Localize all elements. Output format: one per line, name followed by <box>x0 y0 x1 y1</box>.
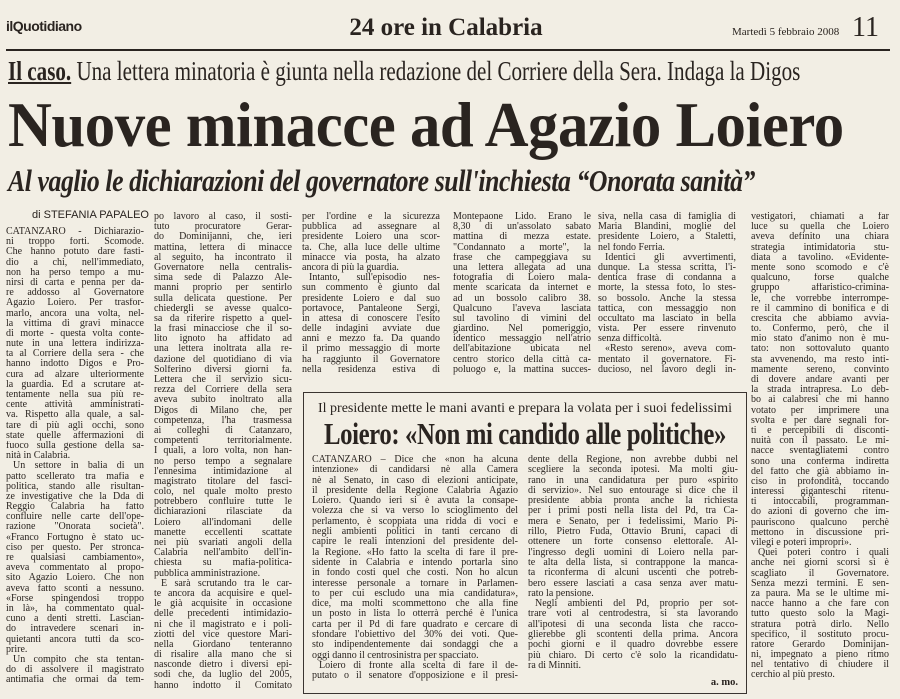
text-line: competenti territorialmente. <box>154 436 292 447</box>
text-line: sodi che, da luglio del 2005, <box>154 670 292 681</box>
text-line: anche nei giorni scorsi si è <box>751 558 889 569</box>
newspaper-masthead: ilQuotidiano <box>6 18 82 34</box>
text-line: senza difficoltà. <box>598 334 662 345</box>
text-line: Solferino diversi giorni fa. <box>154 364 292 375</box>
text-line: rezza del Corriere della sera <box>154 385 292 396</box>
text-line: dazione del quotidiano di via <box>154 354 292 365</box>
text-line: crescita che abbiamo avvia- <box>751 313 889 324</box>
text-line: non ha perso tempo a mu- <box>6 267 144 278</box>
text-line: siva, nella casa di famiglia di <box>598 212 736 222</box>
text-line: E sarà scrutando tra le car- <box>161 578 292 589</box>
text-line: per i primi posti nella lista del Pd, tra Ca- <box>528 506 738 517</box>
text-line: putato o il senatore d'opposizione e il presi- <box>312 671 518 682</box>
text-line: presidente Loiero una scor- <box>302 232 440 243</box>
text-line: l'ingresso degli uomini di Loiero nella par- <box>528 547 738 558</box>
text-line: per l'ordine e la sicurezza <box>302 212 440 222</box>
text-line: Negli ambienti del Pd, proprio per sot- <box>535 599 738 610</box>
text-line: negli ambienti politici in tanti cercano di <box>312 527 518 538</box>
text-line: giardino. Nel pomeriggio, <box>453 324 591 335</box>
text-line: tuto procuratore Gerar- <box>154 222 292 233</box>
text-line: rillo, Pietro Fuda, Ottavio Bruni, capaci di <box>528 527 738 538</box>
text-line: Qualcuno l'aveva lasciata <box>453 303 591 314</box>
text-line: nacce sventagliatemi contro <box>751 446 889 457</box>
article-column-5 <box>598 212 736 375</box>
text-line: ha raggiunto il Governatore <box>302 354 440 365</box>
header-rule <box>6 49 890 51</box>
text-line: di morte - questa volta conte- <box>6 328 144 339</box>
text-line: del fatto che già abbiamo in- <box>751 466 889 477</box>
text-line: do Dominijanni, che, ieri <box>154 232 292 243</box>
sidebar-column-2 <box>528 455 738 671</box>
text-line: scagliato il Governatore. <box>751 568 889 579</box>
issue-date: Martedì 5 febbraio 2008 <box>732 26 840 38</box>
text-line: sidente in Calabria e intendo portarla sino <box>312 557 518 568</box>
text-line: tare di più agli occhi, sono <box>6 420 144 431</box>
text-line: CATANZARO - Dichiarazio- <box>6 227 144 237</box>
text-line: Che hanno potuto dare fasti- <box>6 247 144 258</box>
text-line: rano in una candidatura per puro «spirito <box>528 475 738 486</box>
text-line: magistrato titolare del fasci- <box>154 476 292 487</box>
text-line: aveva subito inoltrato alla <box>154 395 292 406</box>
text-line: Identici gli avvertimenti, <box>605 252 736 263</box>
text-line: la guardia. Ed a scrutare at- <box>6 379 144 390</box>
text-line: cerchio al più presto. <box>751 670 835 681</box>
text-line: presidente abbia pronta anche la richiesta <box>528 496 738 507</box>
article-column-2 <box>154 212 292 691</box>
text-line: nuità con il passato. Le mi- <box>751 436 889 447</box>
text-line: delle indagini avviate due <box>302 324 440 335</box>
text-line: Un compito che sta tentan- <box>13 654 144 665</box>
text-line: to. Confermo, però, che il <box>751 324 889 335</box>
text-line: sulla delicata questione. Per <box>154 293 292 304</box>
text-line: Governatore nella centralis- <box>154 262 292 273</box>
sidebar-signature: a. mo. <box>710 677 738 688</box>
text-line: delle precedenti intimidazio- <box>154 609 292 620</box>
text-line: state quelle affermazioni di <box>6 430 144 441</box>
text-line: dente della Regione, non avrebbe dubbi nel <box>528 455 738 465</box>
text-line: di risalire alla mano che si <box>154 650 292 661</box>
text-line: po lavoro al caso, il sosti- <box>154 212 292 222</box>
text-line: poluogo e, la mattina succes- <box>453 364 591 375</box>
text-line: portavoce, Pantaleone Sergi, <box>302 303 440 314</box>
text-line: mamente sereno, convinto <box>751 364 889 375</box>
text-line: tentamente nella sua più re- <box>6 390 144 400</box>
article-column-6 <box>751 212 889 681</box>
text-line: glierebbe gli scontenti della prima. Ancora <box>528 630 738 641</box>
text-line: confluire nelle carte dell'ope- <box>6 512 144 523</box>
text-line: sono una conferma indiretta <box>751 456 889 467</box>
text-line: ni troppo forti. Scomode. <box>6 237 144 248</box>
text-line: ciso in profondità, toccando <box>751 476 889 487</box>
text-line: dio a chi, nell'immediato, <box>6 257 144 268</box>
text-line: antimafia che ormai da tem- <box>6 675 144 686</box>
text-line: Loiero all'indomani delle <box>154 517 292 528</box>
text-line: te ancora da acquisire e quel- <box>154 588 292 599</box>
text-line: vista. Per essere rinvenuto <box>598 324 736 335</box>
section-title: 24 ore in Calabria <box>349 14 543 41</box>
text-line: patto scellerato tra mafia e <box>6 471 144 482</box>
text-line: hanno indotto Digos e Pro- <box>6 359 144 370</box>
text-line: la Regione. «Ho fatto la scelta di fare il pre- <box>312 547 518 558</box>
text-line: politica, stando alle risultan- <box>6 481 144 492</box>
text-line: sto indipendentemente dai sondaggi che a <box>312 640 518 651</box>
article-subhead: Al vaglio le dichiarazioni del governatore sull'inchiesta “Onorata sanità” <box>8 163 755 198</box>
text-line: nel fondo Ferria. <box>598 242 665 253</box>
text-line: tattica, con messaggio non <box>598 303 736 314</box>
text-line: dichiarazioni rilasciate da <box>154 507 292 518</box>
text-line: all'ipotesi di una seconda lista che racco- <box>528 619 738 630</box>
text-line: manni proprio per sentirlo <box>154 283 292 294</box>
text-line: aveva commentato al propo- <box>6 563 144 574</box>
text-line: bo ai calabresi che mi hanno <box>751 395 889 406</box>
text-line: di servizio». Nel suo entourage si dice che il <box>528 485 738 496</box>
text-line: pauriscono qualcuno perchè <box>751 517 889 528</box>
text-line: ad un bossolo calibro 38. <box>453 293 591 304</box>
text-line: capire le reali intenzioni del presidente del- <box>312 537 518 548</box>
text-line: mente scaricata da internet e <box>453 283 591 294</box>
text-line: interessi giganteschi ritenu- <box>751 487 889 498</box>
text-line: presidente Loiero e dal suo <box>302 293 440 304</box>
text-line: vestigatori, chiamati a far <box>751 212 889 222</box>
text-line: sa da riferire rispetto a quel- <box>154 313 292 324</box>
article-byline: di STEFANIA PAPALEO <box>32 209 149 221</box>
text-line: fotografia di Loiero mala- <box>453 273 591 284</box>
text-line: do intravedere scenari in- <box>6 624 144 635</box>
text-line: dunque. La stessa scritta, l'i- <box>598 262 736 273</box>
text-line: cuno a denti stretti. Lascian- <box>6 614 144 625</box>
text-line: nella residenza estiva di <box>302 364 440 375</box>
text-line: Agazio Loiero. Per trasfor- <box>6 298 144 309</box>
text-line: diata a tavolino. «Evidente- <box>751 252 889 263</box>
text-line: ancora di più la guardia. <box>302 262 399 273</box>
text-line: presidente Loiero, a Staletti, <box>598 232 736 243</box>
text-line: la frasi minacciose che il so- <box>154 324 292 335</box>
text-line: marlo, ancora una volta, nel- <box>6 308 144 319</box>
text-line: le già acquisite in occasione <box>154 599 292 610</box>
text-line: to per cui escludo una mia candidatura», <box>312 588 518 599</box>
text-line: Maria Blandini, moglie del <box>598 222 736 233</box>
article-column-1 <box>6 227 144 685</box>
text-line: Quei poteri contro i quali <box>758 548 889 559</box>
text-line: ta al Corriere della sera - che <box>6 349 144 360</box>
text-line: ni, impegnato a pieno ritmo <box>751 650 889 661</box>
text-line: razione "Onorata società". <box>6 522 144 533</box>
text-line: scegliere la seconda ipotesi. Ma molti giu- <box>528 465 738 476</box>
text-line: so bossolo. Anche la stessa <box>598 293 736 304</box>
text-line: una lettera inoltrata alla re- <box>154 344 292 355</box>
text-line: fuoco sulla gestione della sa- <box>6 440 144 451</box>
text-line: sul tavolino di vimini del <box>453 313 591 324</box>
text-line: Un settore in balia di un <box>13 461 144 472</box>
text-line: in là», ha commentato qual- <box>6 603 144 614</box>
text-line: «Forse spingendosi troppo <box>6 593 144 604</box>
text-line: nel tentativo di chiudere il <box>751 660 889 671</box>
text-line: manette eccellenti scattate <box>154 527 292 538</box>
text-line: chiesta su mafia-politica- <box>154 558 292 569</box>
text-line: strategia intimidatoria stu- <box>751 242 889 253</box>
text-line: ti intoccabili, programman- <box>751 497 889 508</box>
text-line: votato per imprimere una <box>751 405 889 416</box>
text-line: mio stato d'animo non è mu- <box>751 334 889 345</box>
text-line: re addosso al Governatore <box>6 288 144 299</box>
text-line: competenza, l'ha trasmessa <box>154 415 292 426</box>
text-line: ze investigative che la Dda di <box>6 491 144 502</box>
text-line: nei più svariati angoli della <box>154 538 292 548</box>
text-line: occultato ma lasciato in bella <box>598 313 736 324</box>
text-line: sun commento è giunto dal <box>302 283 440 294</box>
text-line: mattina, lettera di minacce <box>154 242 292 253</box>
text-line: mente sono scomodo e c'è <box>751 262 889 273</box>
text-line: CATANZARO – Dice che «non ha alcuna <box>312 455 518 465</box>
text-line: cente attività amministrati- <box>6 400 144 411</box>
text-line: "Condannato a morte", la <box>453 242 591 253</box>
text-line: mentato il governatore. Fi- <box>598 354 736 365</box>
sidebar-title: Loiero: «Non mi candido alle politiche» <box>323 416 727 451</box>
text-line: tato: non sottovaluto quanto <box>751 344 889 355</box>
text-line: pubblica amministrazione. <box>154 568 261 579</box>
text-line: in fondo costi quel che costi. Non ho alcun <box>312 568 518 579</box>
text-line: mera e Senato, per i fedelissimi, Mario Pi- <box>528 516 738 527</box>
text-line: hanno indotto il Comitato <box>154 680 292 691</box>
article-headline: Nuove minacce ad Agazio Loiero <box>8 89 844 160</box>
text-line: gruppo affaristico-crimina- <box>751 283 889 294</box>
text-line: morte, la stessa foto, lo stes- <box>598 283 736 294</box>
text-line: specifico, il sostituto procu- <box>751 629 889 640</box>
text-line: do azioni di governo che im- <box>751 507 889 518</box>
text-line: lito ignoto ha affidato ad <box>154 334 292 345</box>
text-line: carta per il Pd di fare quadrato e cercare di <box>312 619 518 630</box>
text-line: vilegi e poteri impropri». <box>751 538 852 548</box>
text-line: Lettera che il servizio sicu- <box>154 375 292 385</box>
text-line: Loiero. Quando ieri si è avuta la consape- <box>312 496 518 507</box>
text-line: aveva definito una chiara <box>751 232 889 243</box>
text-line: ziotti del vice questore Mari- <box>154 629 292 640</box>
text-line: ottenere un forte consenso elettorale. Al- <box>528 537 738 548</box>
text-line: 8,30 di un'assolato sabato <box>453 222 591 233</box>
text-line: re qualsiasi cambiamento», <box>6 553 144 563</box>
sidebar-column-1 <box>312 455 518 682</box>
text-line: Intanto, sull'episodio nes- <box>309 273 440 284</box>
text-line: rato la pensione. <box>528 588 594 599</box>
text-line: Reggio Calabria ha fatto <box>6 502 144 513</box>
text-line: mettono in discussione pri- <box>751 527 889 538</box>
text-line: oggi danno il centrosinistra per spacciato. <box>312 650 479 661</box>
text-line: un posto in lista lo otterrà perché è l'unica <box>312 609 518 620</box>
text-line: ta riconferma di alcuni uscenti che potreb- <box>528 568 738 579</box>
text-line: cura ad alzare ulteriormente <box>6 369 144 380</box>
text-line: nirsi di carta e penna per da- <box>6 277 144 288</box>
article-column-4 <box>453 212 591 375</box>
text-line: colo, nel quale molto presto <box>154 487 292 498</box>
text-line: ra di Minniti. <box>528 660 582 671</box>
text-line: prire. <box>6 644 28 655</box>
text-line: perlamento, è scoppiata una ridda di voci e <box>312 516 518 527</box>
text-line: la vittima di gravi minacce <box>6 318 144 329</box>
text-line: nute in una lettera indirizza- <box>6 339 144 350</box>
text-line: Calabria nell'ambito dell'in- <box>154 548 292 559</box>
text-line: il presidente della Regione Calabria Agazio <box>312 485 518 496</box>
text-line: minacce via posta, ha alzato <box>302 252 440 263</box>
text-line: stratura potrà dirlo. Nello <box>751 619 889 630</box>
text-line: ratore Gerardo Dominijan- <box>751 639 889 650</box>
text-line: più chiaro. Di certo c'è solo la ricandidatu- <box>528 650 738 661</box>
text-line: va. Rispetto alla quale, a sal- <box>6 410 144 421</box>
text-line: «Resto sereno», aveva com- <box>605 344 736 355</box>
text-line: di dovere andare avanti per <box>751 375 889 385</box>
text-line: te alta della lista, si contrappone la manca- <box>528 557 738 568</box>
article-column-3 <box>302 212 440 375</box>
text-line: pochi giorni e il quadro dovrebbe essere <box>528 640 738 651</box>
text-line: intenzione» di candidarsi nè alla Camera <box>312 465 518 476</box>
text-line: volezza che si va verso lo scioglimento del <box>312 506 518 517</box>
text-line: al seguito, ha incontrato il <box>154 252 292 263</box>
text-line: I quali, a loro volta, non han- <box>154 446 292 457</box>
text-line: centro storico della città ca- <box>453 354 591 365</box>
kicker-text: Una lettera minatoria è giunta nella redazione del Corriere della Sera. Indaga la Digos <box>76 56 801 86</box>
text-line: dell'abitazione ubicata nel <box>453 344 591 355</box>
text-line: la strada intrapresa. Lo deb- <box>751 385 889 396</box>
text-line: re il cammino di bonifica e di <box>751 303 889 314</box>
text-line: una lettera allegata ad una <box>453 262 591 273</box>
text-line: sima sede di Palazzo Ale- <box>154 273 292 284</box>
text-line: ducioso, nel lavoro degli in- <box>598 364 736 375</box>
text-line: tutto questo solo la Magi- <box>751 609 889 620</box>
text-line: ai colleghi di Catanzaro, <box>154 425 292 436</box>
text-line: ta. Che, alla luce delle ultime <box>302 242 440 253</box>
text-line: «Franco Fortugno è stato uc- <box>6 532 144 543</box>
text-line: interesse personale a tornare in Parlamen- <box>312 578 518 589</box>
text-line: svolta e per dare segnali for- <box>751 415 889 426</box>
text-line: potrebbero confluire tutte le <box>154 497 292 508</box>
page-number: 11 <box>852 12 879 43</box>
text-line: le, che vorrebbe interrompe- <box>751 293 889 304</box>
text-line: anni e mezzo fa. Da quando <box>302 334 440 345</box>
text-line: do di assolvere il magistrato <box>6 665 144 676</box>
text-line: trare voti al centrodestra, si sta lavorando <box>528 609 738 620</box>
text-line: pubblica ad assegnare al <box>302 222 440 233</box>
article-kicker <box>8 56 800 87</box>
text-line: l'ennesima intimidazione al <box>154 466 292 477</box>
text-line: chiedergli se avesse qualco- <box>154 303 292 314</box>
text-line: bero essere lasciati a casa senza aver matu- <box>528 578 738 589</box>
text-line: luce su quella che Loiero <box>751 222 889 233</box>
text-line: nità in Calabria. <box>6 451 71 462</box>
sidebar-kicker: Il presidente mette le mani avanti e prepara la volata per i suoi fedelissimi <box>317 401 732 416</box>
text-line: dentica frase di condanna a <box>598 273 736 284</box>
text-line: nacce hanno a che fare con <box>751 599 889 610</box>
text-line: sito Agazio Loiero. Che non <box>6 573 144 584</box>
text-line: nè al Senato, in caso di elezioni anticipate, <box>312 475 518 486</box>
text-line: Montepaone Lido. Erano le <box>453 212 591 222</box>
text-line: sta avvenendo, ma resto inti- <box>751 354 889 365</box>
text-line: mattina di mezza estate. <box>453 232 591 243</box>
text-line: frase che campeggiava su <box>453 252 591 263</box>
text-line: Loiero di fronte alla scelta di fare il de- <box>319 660 518 671</box>
kicker-label: Il caso. <box>8 56 72 86</box>
text-line: dice, ma molti scommettono che alla fine <box>312 599 518 610</box>
text-line: ciso per questo. Per stronca- <box>6 542 144 553</box>
text-line: Senza mezzi termini. E sen- <box>751 578 889 589</box>
text-line: quietanti ancora tutti da sco- <box>6 634 144 645</box>
text-line: in attesa di conoscere l'esito <box>302 313 440 324</box>
text-line: za paura. Ma se le ultime mi- <box>751 588 889 599</box>
text-line: il primo messaggio di morte <box>302 344 440 355</box>
text-line: nasconde dietro i diversi epi- <box>154 660 292 671</box>
text-line: qualcuno, forse qualche <box>751 273 889 284</box>
text-line: aveva fatto sconti a nessuno. <box>6 583 144 594</box>
text-line: ni che il magistrato e i poli- <box>154 619 292 630</box>
text-line: no perso tempo a segnalare <box>154 456 292 467</box>
text-line: Digos di Milano che, per <box>154 405 292 416</box>
text-line: nella Giordano tenteranno <box>154 639 292 650</box>
text-line: identico messaggio nell'atrio <box>453 334 591 345</box>
sidebar-box <box>303 392 747 694</box>
text-line: sfondare l'obiettivo del 30% dei voti. Que- <box>312 630 518 641</box>
text-line: ti e percepibili di disconti- <box>751 425 889 436</box>
